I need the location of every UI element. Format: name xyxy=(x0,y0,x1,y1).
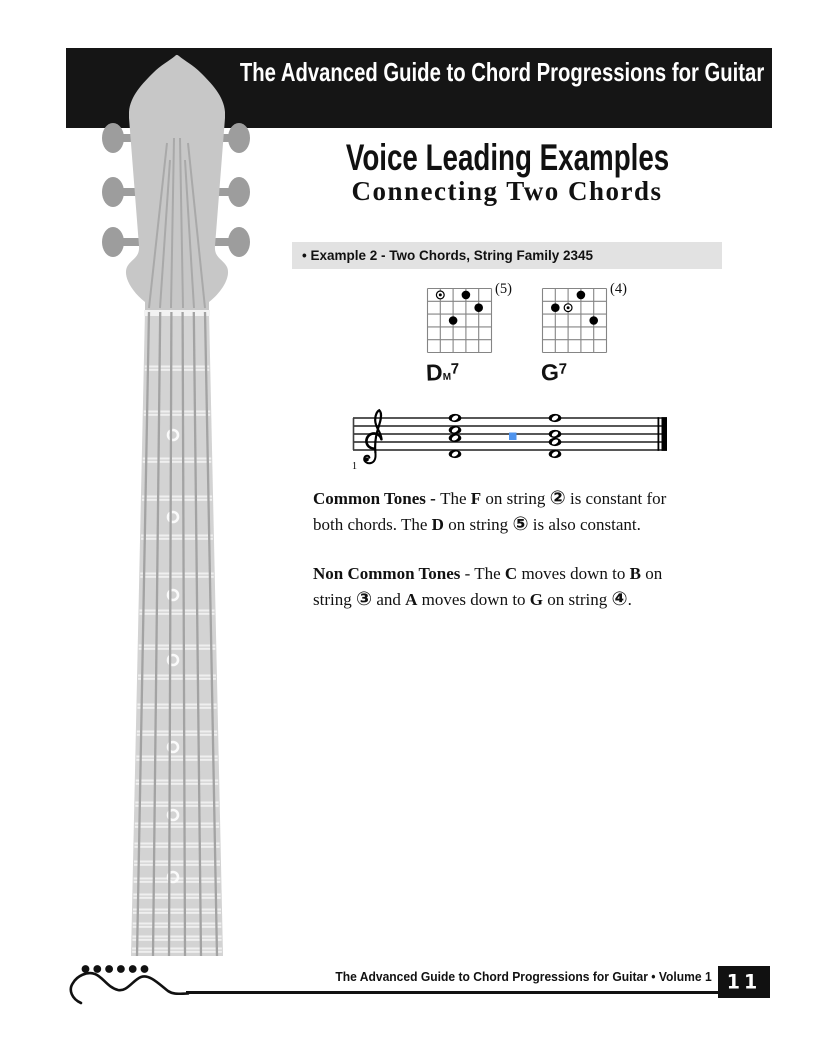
page-number: 11 xyxy=(726,970,762,994)
fret xyxy=(135,802,218,804)
chord-name-dm7 xyxy=(426,358,460,386)
footer-dot xyxy=(93,965,101,973)
whole-note xyxy=(549,430,562,438)
text-run: . xyxy=(627,589,632,609)
page-title xyxy=(292,137,722,179)
tuner-peg xyxy=(228,177,250,207)
text-run: on xyxy=(640,564,663,583)
circled-string-number: ③ xyxy=(355,587,373,610)
chord-root-dot-center xyxy=(567,306,570,309)
chord-root-dot-center xyxy=(439,293,442,296)
text-run: D xyxy=(431,514,444,534)
fret xyxy=(137,704,216,706)
fret xyxy=(141,538,213,540)
fret xyxy=(132,936,221,938)
fret xyxy=(132,951,222,953)
text-run: string xyxy=(313,589,356,609)
tuner-peg xyxy=(102,123,124,153)
fret xyxy=(136,783,218,785)
fret xyxy=(136,780,218,782)
text-run: Non Common Tones xyxy=(313,564,461,583)
chord-letter: G xyxy=(540,358,560,386)
fret xyxy=(140,576,213,578)
book-title: The Advanced Guide to Chord Progressions for Guitar xyxy=(239,57,764,87)
clef-blob xyxy=(365,457,369,461)
chord-name-g7 xyxy=(541,359,568,387)
footer-text xyxy=(282,969,712,984)
circled-string-number: ② xyxy=(549,487,566,509)
footer-dot xyxy=(82,965,90,973)
fret xyxy=(134,843,219,845)
fret xyxy=(141,535,213,537)
text-run: on string xyxy=(443,514,513,534)
fret xyxy=(139,613,214,615)
fret xyxy=(144,414,210,416)
whole-note xyxy=(549,438,562,446)
fret xyxy=(133,897,220,899)
text-run: - The xyxy=(460,564,505,583)
text-run: C xyxy=(504,564,518,583)
whole-note xyxy=(549,450,562,458)
fret xyxy=(139,610,214,612)
chord-dot xyxy=(589,316,598,325)
tuner-peg xyxy=(102,227,124,257)
chord-letter: D xyxy=(425,359,444,386)
text-run: Common Tones - xyxy=(313,489,441,508)
circled-string-number: ④ xyxy=(611,587,628,610)
fret xyxy=(137,734,217,736)
chord-grid xyxy=(426,287,494,355)
text-run: on string xyxy=(481,489,550,508)
text-run: G xyxy=(529,589,544,609)
fret xyxy=(142,496,212,498)
system-number: 1 xyxy=(352,461,357,472)
fret xyxy=(133,926,222,928)
guitar-neck-illustration xyxy=(55,48,295,958)
example-banner: • Example 2 - Two Chords, String Family 2345 xyxy=(292,242,722,269)
chord-dot xyxy=(577,291,586,300)
tuner-peg xyxy=(228,123,250,153)
chord-dm7-notes xyxy=(449,414,462,458)
fret xyxy=(139,648,216,650)
fret xyxy=(132,948,222,950)
text-run: A xyxy=(405,589,418,609)
whole-note xyxy=(449,450,462,458)
fret xyxy=(133,909,221,911)
fret xyxy=(137,707,216,709)
fret xyxy=(133,894,220,896)
text-run: B xyxy=(629,564,641,583)
fret xyxy=(136,759,217,761)
fret xyxy=(139,645,216,647)
staff-notation xyxy=(350,405,675,477)
fret xyxy=(133,923,222,925)
fret xyxy=(144,411,210,413)
fretboard xyxy=(131,310,223,956)
fret xyxy=(132,939,221,941)
chord-diagram-dm7 xyxy=(424,283,544,398)
whole-note xyxy=(549,414,562,422)
footer-dots xyxy=(82,965,149,973)
guitar-body-outline xyxy=(71,973,188,1003)
chord-dot xyxy=(462,291,471,300)
common-tones-paragraph xyxy=(313,486,753,537)
tuner-peg xyxy=(228,227,250,257)
circled-string-number: ⑤ xyxy=(512,512,529,535)
text-run: F xyxy=(470,489,482,508)
chord-extension: 7 xyxy=(558,360,568,378)
text-run: is constant for xyxy=(565,489,667,508)
fret xyxy=(138,675,216,677)
text-run: both chords. The xyxy=(313,514,432,534)
fret xyxy=(135,805,218,807)
fret xyxy=(145,369,210,371)
chord-dot xyxy=(449,316,458,325)
text-run: and xyxy=(372,589,406,609)
description-paragraphs xyxy=(313,486,753,637)
chord-diagram-g7 xyxy=(539,283,659,398)
footer-dot xyxy=(105,965,113,973)
non-common-tones-paragraph xyxy=(313,562,753,612)
fret xyxy=(140,573,213,575)
end-barline-thin xyxy=(658,417,660,451)
text-run: is also constant. xyxy=(528,514,641,534)
position-label: (4) xyxy=(610,281,627,297)
fret xyxy=(138,678,216,680)
fret xyxy=(142,499,212,501)
text-run: moves down to xyxy=(417,589,530,609)
text-run: moves down to xyxy=(517,564,630,583)
chord-g7-notes xyxy=(549,414,562,458)
fret xyxy=(134,864,220,866)
headstock xyxy=(126,55,228,310)
footer-dot xyxy=(117,965,125,973)
guitar-body-squiggle xyxy=(60,960,320,1012)
clef-stem xyxy=(375,410,381,452)
fret xyxy=(135,823,219,825)
chord-dot xyxy=(474,303,483,312)
fret xyxy=(137,731,217,733)
playback-cursor xyxy=(509,433,517,441)
chord-extension: 7 xyxy=(450,360,460,378)
chord-grid xyxy=(541,287,609,355)
fret xyxy=(136,756,217,758)
end-barline-thick xyxy=(662,417,668,451)
fret xyxy=(135,826,219,828)
position-label: (5) xyxy=(495,281,512,297)
fret xyxy=(143,461,212,463)
tuner-peg xyxy=(102,177,124,207)
fret xyxy=(134,861,220,863)
whole-note xyxy=(449,434,462,442)
fret xyxy=(134,846,219,848)
nut xyxy=(144,310,210,316)
whole-note xyxy=(449,426,462,434)
fret xyxy=(145,366,210,368)
footer-text-label: The Advanced Guide to Chord Progressions for Guitar • Volume 1 xyxy=(335,969,712,984)
page-subtitle: Connecting Two Chords xyxy=(351,176,663,206)
footer-dot xyxy=(141,965,149,973)
fret xyxy=(143,458,212,460)
whole-note xyxy=(449,414,462,422)
page-number-box xyxy=(718,966,770,998)
footer-dot xyxy=(129,965,137,973)
page-title-text: Voice Leading Examples xyxy=(345,137,670,178)
footer-rule xyxy=(186,991,718,994)
chord-dot xyxy=(551,303,560,312)
text-run: on string xyxy=(543,589,612,609)
clef-spiral xyxy=(366,433,381,448)
chord-quality: m xyxy=(442,366,452,383)
fret xyxy=(133,912,221,914)
text-run: The xyxy=(440,489,471,508)
